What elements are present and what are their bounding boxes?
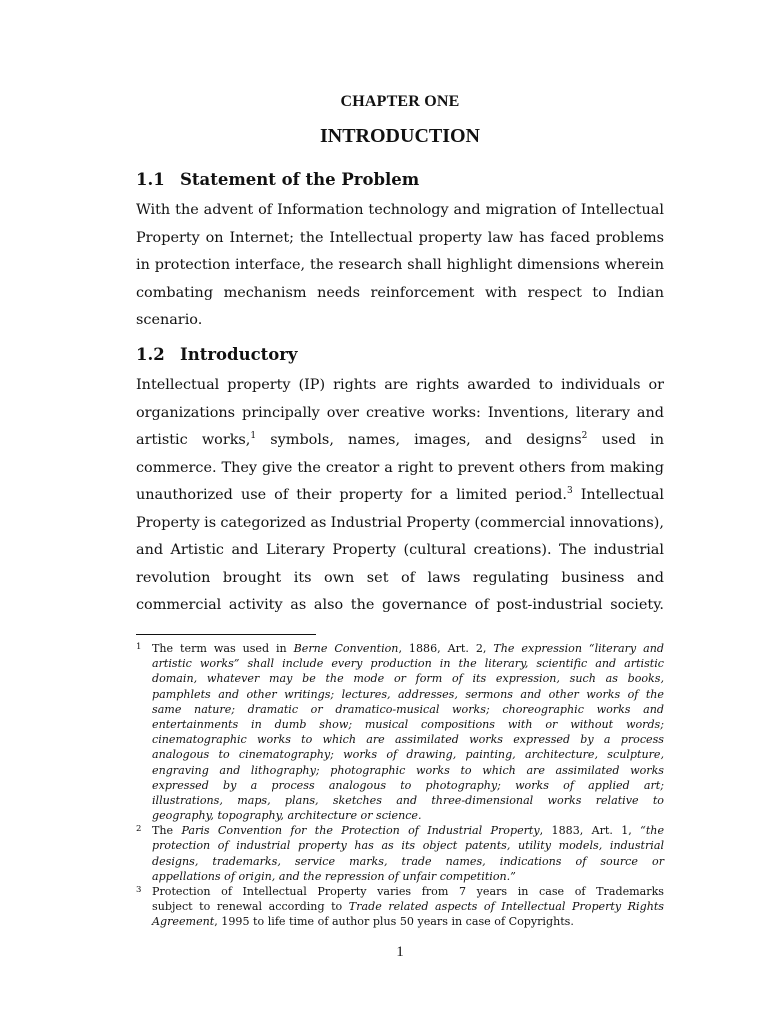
text-run-italic: Paris Convention for the Protection of Industrial Property	[181, 824, 540, 838]
text-run-italic: The expression “literary and	[493, 642, 664, 655]
text-line: in protection interface, the research shall highlight dimensions wherein	[136, 257, 664, 273]
footnote-separator	[136, 634, 316, 635]
footnote-line: illustrations, maps, plans, sketches and three-dimensional works relative to	[152, 793, 664, 807]
text-run-italic: Trade related aspects of Intellectual Property Rights	[348, 900, 664, 914]
text-line: With the advent of Information technology and migration of Intellectual	[136, 202, 664, 218]
footnote-line	[152, 899, 664, 914]
section-title: Statement of the Problem	[180, 170, 420, 189]
section-heading-1-1	[136, 170, 419, 189]
footnote-line: domain, whatever may be the mode or form of its expression, such as books,	[152, 672, 664, 686]
text-line	[136, 482, 664, 510]
chapter-title: INTRODUCTION	[319, 125, 481, 147]
text-run: The	[152, 824, 182, 838]
footnote-line	[152, 823, 664, 838]
text-run: , 1995 to life time of author plus 50 years in case of Copyrights.	[214, 915, 574, 929]
text-run: , 1883, Art. 1,	[539, 824, 641, 838]
text-line: combating mechanism needs reinforcement with respect to Indian	[136, 284, 664, 301]
text-line: organizations principally over creative works: Inventions, literary and	[136, 404, 664, 421]
text-line	[136, 427, 664, 455]
footnote-ref-1[interactable]: 1	[250, 431, 257, 441]
footnote-marker: 1	[136, 642, 142, 652]
text-line: commercial activity as also the governance of post-industrial society.	[136, 597, 664, 613]
footnote-line: protection of industrial property has as its object patents, utility models, industrial	[152, 839, 664, 853]
section-title: Introductory	[180, 345, 298, 364]
footnotes	[136, 641, 664, 930]
footnote-line: designs, trademarks, service marks, trade names, indications of source or	[152, 854, 664, 868]
section-heading-1-2	[136, 345, 298, 364]
text-run: , 1886, Art. 2,	[398, 642, 494, 655]
text-line: Property is categorized as Industrial Property (commercial innovations),	[136, 514, 664, 531]
text-run: Intellectual	[572, 487, 664, 503]
text-run: used in	[587, 432, 664, 448]
text-line: scenario.	[136, 312, 203, 328]
text-line: commerce. They give the creator a right to prevent others from making	[136, 459, 664, 476]
footnote-line: Protection of Intellectual Property varies from 7 years in case of Trademarks	[152, 885, 664, 898]
footnote-line: appellations of origin, and the repression of unfair competition.”	[152, 869, 516, 883]
text-line: revolution brought its own set of laws regulating business and	[136, 569, 664, 586]
footnote-line: entertainments in dumb show; musical compositions with or without words;	[152, 717, 664, 731]
footnote-line: artistic works” shall include every production in the literary, scientific and artistic	[152, 657, 664, 671]
text-run-italic: Agreement	[152, 915, 215, 929]
text-run-italic: “the	[640, 824, 665, 838]
footnote-marker: 3	[136, 885, 142, 895]
footnote-ref-3[interactable]: 3	[566, 486, 573, 496]
footnote-line: engraving and lithography; photographic works to which are assimilated works	[152, 763, 664, 777]
footnote-ref-2[interactable]: 2	[581, 431, 588, 441]
text-run: The term was used in	[152, 642, 294, 655]
text-run: artistic works,	[136, 432, 251, 448]
section-number: 1.2	[136, 345, 165, 364]
footnote-2	[136, 823, 664, 884]
text-line: Intellectual property (IP) rights are rights awarded to individuals or	[136, 377, 664, 393]
footnote-3	[136, 884, 664, 930]
text-line: Property on Internet; the Intellectual property law has faced problems	[136, 229, 664, 246]
footnote-line: geography, topography, architecture or science.	[152, 809, 422, 823]
footnote-1	[136, 641, 664, 823]
footnote-line: analogous to cinematography; works of drawing, painting, architecture, sculpture,	[152, 748, 664, 762]
text-run: symbols, names, images, and designs	[256, 432, 582, 448]
text-line: and Artistic and Literary Property (cultural creations). The industrial	[136, 542, 664, 558]
footnote-line	[152, 641, 664, 656]
paragraph-statement-of-problem	[136, 197, 664, 335]
footnote-line: same nature; dramatic or dramatico-musical works; choreographic works and	[152, 702, 664, 716]
text-run: subject to renewal according to	[152, 900, 349, 914]
chapter-label: CHAPTER ONE	[340, 93, 460, 110]
footnote-line: expressed by a process analogous to photography; works of applied art;	[152, 778, 664, 792]
footnote-line: pamphlets and other writings; lectures, addresses, sermons and other works of the	[152, 687, 664, 701]
section-number: 1.1	[136, 170, 165, 189]
page-number: 1	[396, 944, 404, 960]
footnote-line: cinematographic works to which are assimilated works expressed by a process	[152, 733, 664, 747]
text-run: unauthorized use of their property for a limited period.	[136, 487, 567, 503]
paragraph-introductory	[136, 372, 664, 620]
footnote-marker: 2	[136, 824, 142, 835]
text-run-italic: Berne Convention	[293, 642, 399, 655]
footnote-line	[152, 914, 664, 929]
